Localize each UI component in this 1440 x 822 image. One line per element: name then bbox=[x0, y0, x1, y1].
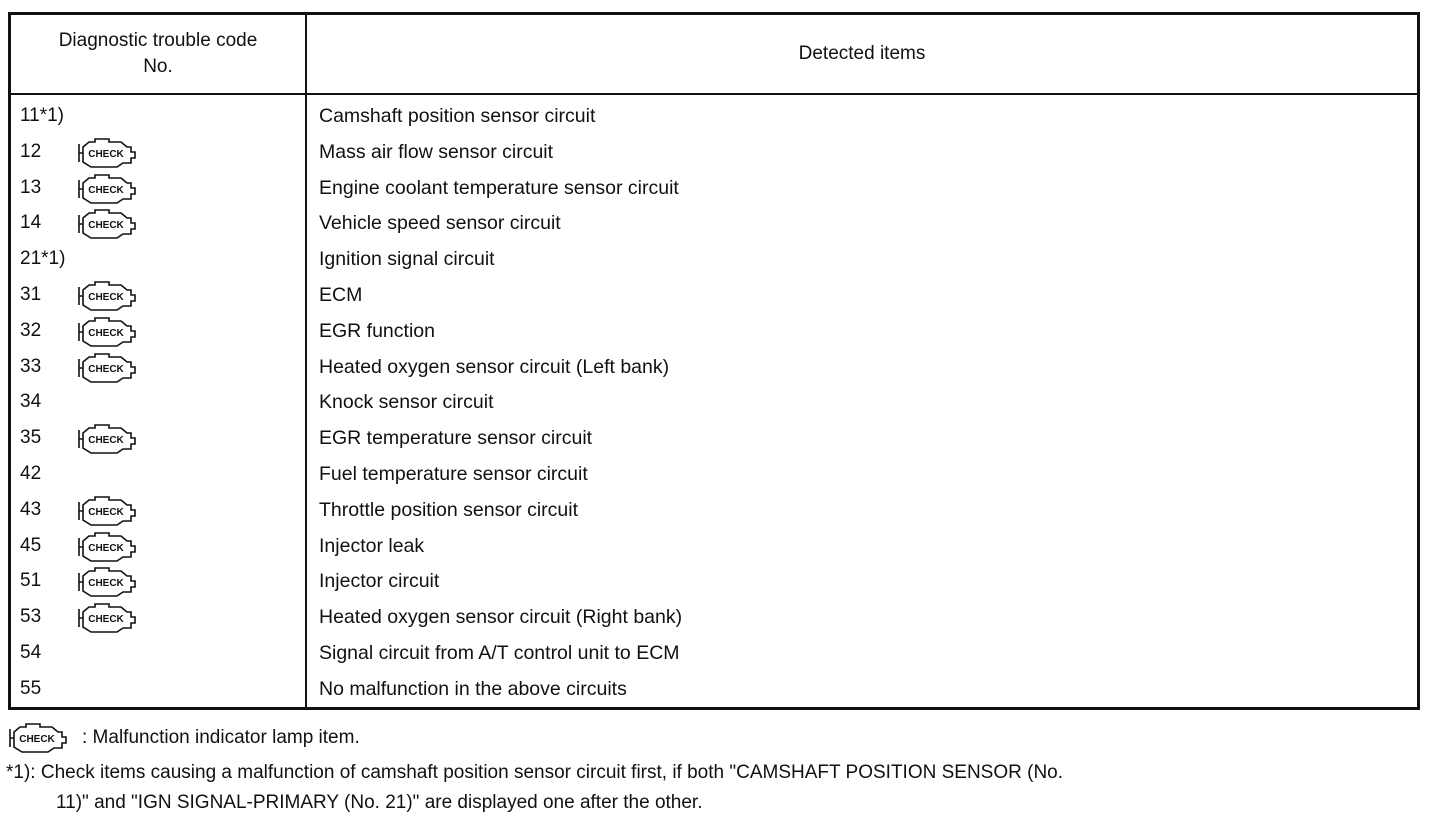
svg-text:CHECK: CHECK bbox=[19, 734, 55, 745]
detected-item: Engine coolant temperature sensor circuit bbox=[319, 176, 679, 199]
detected-item: Mass air flow sensor circuit bbox=[319, 140, 554, 163]
header-divider bbox=[11, 93, 1417, 95]
legend bbox=[6, 720, 1406, 754]
detected-item: ECM bbox=[319, 283, 363, 306]
svg-text:CHECK: CHECK bbox=[88, 578, 124, 590]
table-body bbox=[11, 99, 1417, 708]
detected-item: Fuel temperature sensor circuit bbox=[319, 462, 588, 485]
detected-item: Vehicle speed sensor circuit bbox=[319, 212, 561, 235]
trouble-code: 35 bbox=[20, 427, 42, 449]
trouble-code: 43 bbox=[20, 498, 42, 520]
svg-text:CHECK: CHECK bbox=[88, 542, 124, 554]
check-engine-icon bbox=[6, 720, 72, 754]
table-row bbox=[11, 421, 1417, 457]
trouble-code: 55 bbox=[20, 677, 42, 699]
svg-text:CHECK: CHECK bbox=[88, 220, 124, 232]
trouble-code: 34 bbox=[20, 391, 42, 413]
check-engine-icon bbox=[75, 564, 141, 598]
detected-item: No malfunction in the above circuits bbox=[319, 677, 627, 700]
detected-item: EGR function bbox=[319, 319, 435, 342]
header-detected-items: Detected items bbox=[798, 43, 926, 64]
table-row bbox=[11, 350, 1417, 386]
table-row bbox=[11, 242, 1417, 278]
footnote-line-1: *1): Check items causing a malfunction of camshaft position sensor circuit first, if both "CAMSHAFT POSITION SENSOR (No. bbox=[6, 762, 1064, 783]
trouble-code: 54 bbox=[20, 641, 42, 663]
trouble-code: 13 bbox=[20, 176, 42, 198]
detected-item: Signal circuit from A/T control unit to ECM bbox=[319, 641, 680, 664]
trouble-code: 33 bbox=[20, 355, 42, 377]
table-row bbox=[11, 206, 1417, 242]
trouble-code: 31 bbox=[20, 283, 42, 305]
detected-item: Throttle position sensor circuit bbox=[319, 498, 579, 521]
footnote-line-2: 11)" and "IGN SIGNAL-PRIMARY (No. 21)" are displayed one after the other. bbox=[56, 792, 703, 813]
detected-item: Heated oxygen sensor circuit (Left bank) bbox=[319, 355, 670, 378]
trouble-code: 32 bbox=[20, 319, 42, 341]
svg-text:CHECK: CHECK bbox=[88, 435, 124, 447]
check-engine-icon bbox=[75, 600, 141, 634]
table-row bbox=[11, 314, 1417, 350]
trouble-code-table bbox=[8, 12, 1420, 710]
table-row bbox=[11, 600, 1417, 636]
table-row bbox=[11, 493, 1417, 529]
footnote bbox=[6, 758, 1063, 818]
detected-item: Injector leak bbox=[319, 534, 425, 557]
table-row bbox=[11, 529, 1417, 565]
svg-text:CHECK: CHECK bbox=[88, 363, 124, 375]
table-row bbox=[11, 171, 1417, 207]
detected-item: Heated oxygen sensor circuit (Right bank) bbox=[319, 606, 683, 629]
check-engine-icon bbox=[75, 171, 141, 205]
detected-item: Injector circuit bbox=[319, 570, 440, 593]
check-engine-icon bbox=[75, 529, 141, 563]
trouble-code: 53 bbox=[20, 606, 42, 628]
check-engine-icon bbox=[75, 493, 141, 527]
svg-text:CHECK: CHECK bbox=[88, 148, 124, 160]
table-row bbox=[11, 636, 1417, 672]
check-engine-icon bbox=[75, 421, 141, 455]
trouble-code: 42 bbox=[20, 462, 42, 484]
svg-text:CHECK: CHECK bbox=[88, 184, 124, 196]
detected-item: Ignition signal circuit bbox=[319, 248, 495, 271]
legend-text: : Malfunction indicator lamp item. bbox=[82, 727, 360, 748]
trouble-code: 51 bbox=[20, 570, 42, 592]
detected-item: Knock sensor circuit bbox=[319, 391, 494, 414]
trouble-code: 21*1) bbox=[20, 248, 66, 270]
table-row bbox=[11, 385, 1417, 421]
table-row bbox=[11, 457, 1417, 493]
check-engine-icon bbox=[75, 350, 141, 384]
trouble-code: 12 bbox=[20, 140, 42, 162]
detected-item: Camshaft position sensor circuit bbox=[319, 105, 596, 127]
svg-text:CHECK: CHECK bbox=[88, 291, 124, 303]
trouble-code: 14 bbox=[20, 212, 42, 234]
detected-item: EGR temperature sensor circuit bbox=[319, 427, 593, 450]
table-row bbox=[11, 672, 1417, 708]
table-row bbox=[11, 564, 1417, 600]
svg-text:CHECK: CHECK bbox=[88, 327, 124, 339]
svg-text:CHECK: CHECK bbox=[88, 614, 124, 626]
check-engine-icon bbox=[75, 314, 141, 348]
check-engine-icon bbox=[75, 135, 141, 169]
table-row bbox=[11, 135, 1417, 171]
check-engine-icon bbox=[75, 206, 141, 240]
table-row bbox=[11, 278, 1417, 314]
table-row bbox=[11, 99, 1417, 135]
check-engine-icon bbox=[75, 278, 141, 312]
trouble-code: 45 bbox=[20, 534, 42, 556]
trouble-code: 11*1) bbox=[20, 105, 65, 126]
header-code-no: Diagnostic trouble code No. bbox=[58, 30, 258, 77]
svg-text:CHECK: CHECK bbox=[88, 506, 124, 518]
